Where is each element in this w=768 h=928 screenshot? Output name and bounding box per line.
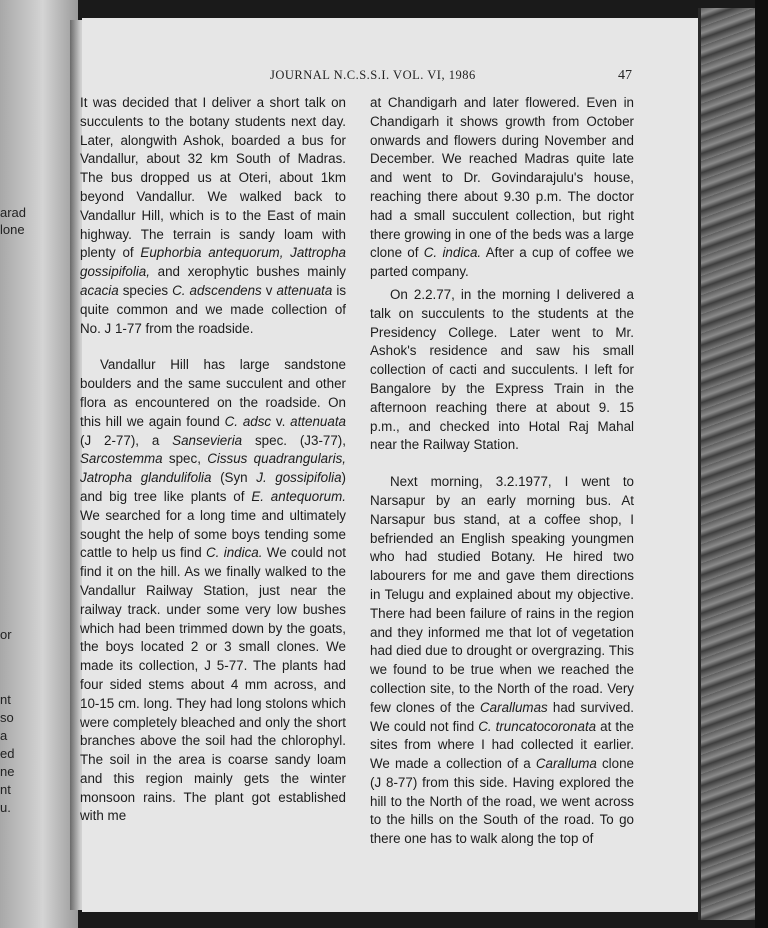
text-run: v. xyxy=(271,413,291,429)
text-run: On 2.2.77, in the morning I delivered a talk on succulents to the students at the Presidency College. Later went to Mr. Ashok's residence and saw his small collection of cacti and succulents. I left for Bangalore by the Express Train in the afternoon reaching there at about 9. 15 p.m., and checked into Hotal Raj Mahal near the Railway Station. xyxy=(370,286,634,453)
facing-page-fragment: ed xyxy=(0,746,15,761)
italic-text-run: C. indica. xyxy=(206,545,263,561)
italic-text-run: Caralluma xyxy=(535,756,597,772)
italic-text-run: attenuata xyxy=(276,282,333,298)
italic-text-run: C. adscendens xyxy=(172,282,262,298)
italic-text-run: C. adsc xyxy=(224,413,272,429)
italic-text-run: C. truncatocoronata xyxy=(478,718,597,734)
text-run: spec, xyxy=(162,451,208,467)
running-header: JOURNAL N.C.S.S.I. VOL. VI, 1986 xyxy=(270,68,476,82)
italic-text-run: attenuata xyxy=(290,413,346,429)
text-run: species xyxy=(118,282,173,298)
text-run: After a cup of coffee we parted company. xyxy=(370,245,634,280)
text-run: spec. (J3-77), xyxy=(242,432,346,448)
text-run: at the sites from where I had collected it earlier. We made a collection of a xyxy=(370,718,634,772)
italic-text-run: acacia xyxy=(80,282,119,298)
italic-text-run: J. gossipifolia xyxy=(256,470,342,486)
right-text-column xyxy=(370,94,634,849)
text-run: We searched for a long time and ultimately sought the help of some boys tending some cattle to help us find xyxy=(80,507,346,561)
text-run: It was decided that I deliver a short talk on succulents to the botany students next day. Later, alongwith Ashok, boarded a bus for Vandallur, about 32 km South of Madras. The bus dropped us at Oteri, about 1km beyond Vandallur. We walked back to Vandallur Hill, which is to the East of main highway. The terrain is sandy loam with plenty of xyxy=(80,95,346,261)
page-number: 47 xyxy=(618,68,632,83)
facing-page-fragment: lone xyxy=(0,222,25,237)
paragraph xyxy=(370,473,634,849)
text-run: (Syn xyxy=(211,470,257,486)
italic-text-run: Carallumas xyxy=(480,699,548,715)
facing-page-fragment: so xyxy=(0,710,14,725)
paragraph xyxy=(80,356,346,826)
facing-page-fragment: u. xyxy=(0,800,11,815)
paragraph xyxy=(370,286,634,455)
italic-text-run: Sansevieria xyxy=(172,432,243,448)
text-run: ) and big tree like plants of xyxy=(80,470,347,504)
italic-text-run: E. antequorum. xyxy=(251,488,346,504)
facing-page-fragment: ne xyxy=(0,764,15,779)
text-run: v xyxy=(261,282,277,298)
text-run: is quite common and we made collection of No. J 1-77 from the roadside. xyxy=(80,282,347,336)
text-run: (J 2-77), a xyxy=(80,432,173,448)
text-run: Next morning, 3.2.1977, I went to Narsapur by an early morning bus. At Narsapur bus stand, at a coffee shop, I befriended an English speaking youngmen who had studied Botany. He hired two labourers for me and gave them directions in Telugu and explained about my objective. There had been failure of rains in the region and they informed me that lot of vegetation had died due to drought or overgrazing. This we found to be true when we reached the collection site, to the North of the road. Very few clones of the xyxy=(370,474,634,715)
text-run: clone (J 8-77) from this side. Having explored the hill to the North of the road, we went across to the hills on the South of the road. To go there one has to walk along the top of xyxy=(370,756,634,847)
facing-page-fragment: arad xyxy=(0,205,27,220)
text-run: We could not find it on the hill. As we finally walked to the Vandallur Railway Station, just near the railway track. under some very low bushes which had been trimmed down by the goats, the boys located 2 or 3 small clones. We made its collection, J 5-77. The plants had four sided stems about 4 mm across, and 10-15 cm. long. They had long stolons which were completely bleached and only the short branches above the soil had the chlorophyl. The soil in the area is coarse sandy loam and this region mainly gets the winter monsoon rains. The plant got established with me xyxy=(80,545,346,824)
text-run: had survived. We could not find xyxy=(370,699,634,734)
facing-page-fragment: or xyxy=(0,627,12,642)
book-cover-edge xyxy=(698,8,761,920)
facing-page-fragment: nt xyxy=(0,692,11,707)
paragraph xyxy=(80,94,346,338)
facing-page-fragment: a xyxy=(0,728,8,743)
text-run: and xerophytic bushes mainly xyxy=(149,264,346,280)
italic-text-run: Euphorbia antequorum, Jattropha gossipifolia, xyxy=(80,245,346,280)
facing-page-fragment: nt xyxy=(0,782,11,797)
background-edge xyxy=(755,0,768,928)
paragraph xyxy=(370,94,634,282)
italic-text-run: C. indica. xyxy=(423,245,482,261)
left-text-column xyxy=(80,94,346,826)
italic-text-run: Cissus quadrangularis, Jatropha glandulifolia xyxy=(80,451,346,486)
text-run: at Chandigarh and later flowered. Even in Chandigarh it shows growth from October onwards and flowers during November and December. We reached Madras quite late and went to Dr. Govindarajulu's house, reaching there about 9.30 p.m. The doctor had a small succulent collection, but right there growing in one of the beds was a large clone of xyxy=(370,95,634,261)
text-run: Vandallur Hill has large sandstone boulders and the same succulent and other flora as encountered on the roadside. On this hill we again found xyxy=(80,357,346,429)
italic-text-run: Sarcostemma xyxy=(80,451,163,467)
